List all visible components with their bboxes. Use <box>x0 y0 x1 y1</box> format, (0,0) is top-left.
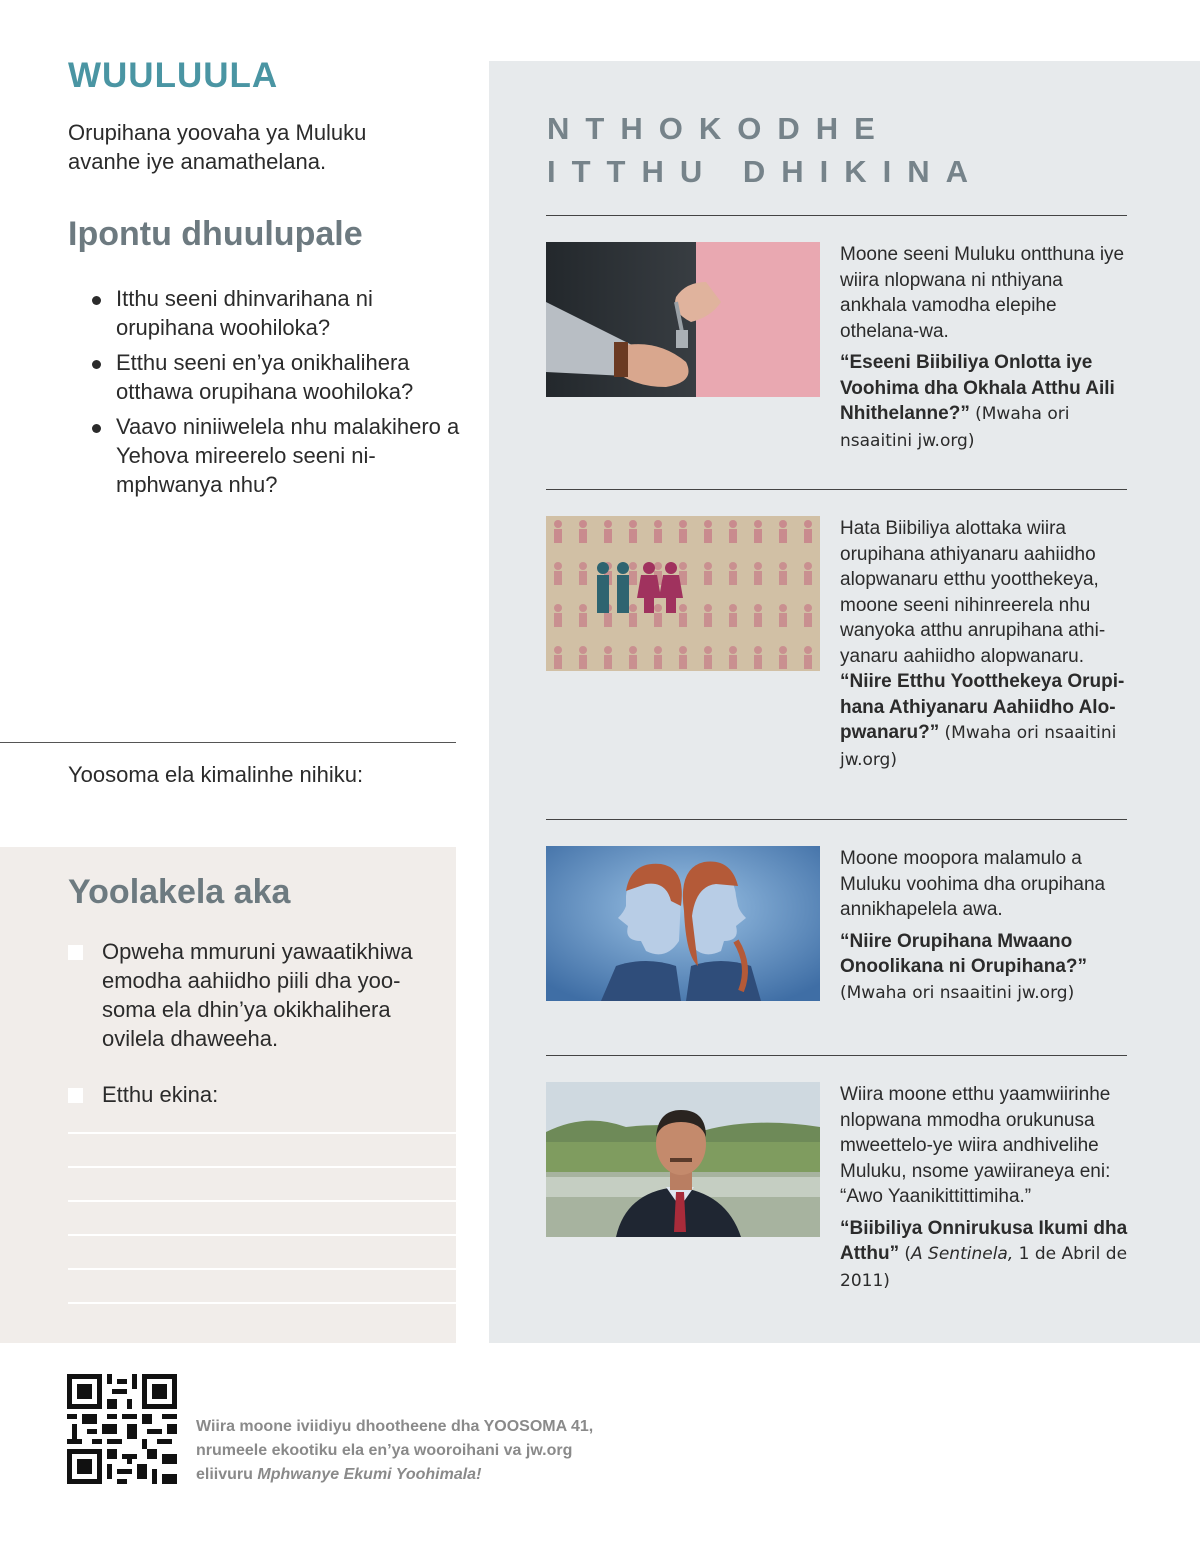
section-divider <box>546 819 1127 820</box>
summary-text: Orupihana yoovaha ya Muluku avanhe iye anamathelana. <box>68 120 367 174</box>
goal-checkbox-item[interactable] <box>68 1080 438 1109</box>
goal-divider <box>0 742 456 743</box>
review-item: Etthu seeni en’ya onikhalihera otthawa orupihana woohiloka? <box>92 348 462 406</box>
footer-note: Wiira moone iviidiyu dhootheene dha YOOSOMA 41, nrumeele ekootiku ela en’ya wooroihani va jw.org eliivuru Mphwanye Ekumi Yoohimala! <box>196 1418 594 1483</box>
write-line[interactable] <box>68 1234 456 1236</box>
explore-title: NTHOKODHE ITTHU DHIKINA <box>547 111 985 189</box>
write-line[interactable] <box>68 1166 456 1168</box>
resource-reference[interactable] <box>840 350 1132 454</box>
review-list <box>92 284 462 505</box>
resource-reference[interactable] <box>840 669 1132 773</box>
write-line[interactable] <box>68 1200 456 1202</box>
explore-panel <box>489 61 1200 1343</box>
write-line[interactable] <box>68 1132 456 1134</box>
resource-ref-source: (Mwaha ori nsaaitini jw.org) <box>840 982 1075 1003</box>
resource-description: Moone seeni Muluku ontthuna iye wiira nlopwana ni nthiyana ankhala vamodha elepihe othelana-wa. <box>840 244 1125 342</box>
resource-ref-source: (Mwaha ori nsaaitini jw.org) <box>840 404 1070 451</box>
people-icons-pattern <box>546 516 820 671</box>
checkbox-icon[interactable] <box>68 1088 83 1103</box>
goal-checkbox-label: Opweha mmuruni yawaatikhiwa emodha aahiidho piili dha yoosoma ela dhin’ya okikhalihera ovilela dhaweeha. <box>102 939 413 1051</box>
achieved-panel <box>0 847 456 1343</box>
resource-description: Moone moopora malamulo a Muluku voohima dha orupihana annikhapelela awa. <box>840 848 1106 920</box>
bullet-icon <box>92 296 101 305</box>
write-line[interactable] <box>68 1302 456 1304</box>
bullet-icon <box>92 360 101 369</box>
resource-ref-title[interactable]: “Eseeni Biibiliya Onlotta iye Voohima dha Okhala Atthu Aili Nhithelanne?” <box>840 352 1115 424</box>
resource-description: Hata Biibiliya alottaka wiira orupihana athiyanaru aahiidho alopwanaru etthu yootthekeya, moone seeni nihinreerela nhu wanyoka atthu anrupihana athiyanaru aahiidho alopwanaru. <box>840 518 1106 667</box>
resource-ref-source: (A Sentinela, 1 de Abril de 2011) <box>840 1244 1128 1291</box>
checkbox-icon[interactable] <box>68 945 83 960</box>
keys-handover-photo <box>546 242 820 397</box>
write-line[interactable] <box>68 1268 456 1270</box>
summary-title: WUULUULA <box>68 56 279 95</box>
resource-ref-title[interactable]: “Niire Etthu Yootthekeya Orupihana Athiyanaru Aahiidho Alopwanaru?” <box>840 671 1125 743</box>
section-divider <box>546 489 1127 490</box>
resource-body <box>840 846 1132 1006</box>
resource-body <box>840 1082 1132 1294</box>
goal-date-label[interactable]: Yoosoma ela kimalinhe nihiku: <box>68 762 364 787</box>
resource-body <box>840 516 1132 773</box>
resource-ref-title[interactable]: “Biibiliya Onnirukusa Ikumi dha Atthu” <box>840 1217 1128 1264</box>
achieved-title: Yoolakela aka <box>68 873 291 911</box>
qr-code-icon[interactable] <box>67 1374 177 1484</box>
bullet-icon <box>92 424 101 433</box>
goal-checkbox-item[interactable] <box>68 937 438 1053</box>
section-divider <box>546 1055 1127 1056</box>
review-title: Ipontu dhuulupale <box>68 215 363 253</box>
resource-ref-source: (Mwaha ori nsaaitini jw.org) <box>840 723 1117 770</box>
man-portrait-photo <box>546 1082 820 1237</box>
goal-checkbox-label: Etthu ekina: <box>102 1082 219 1107</box>
man-woman-profiles-illustration <box>546 846 820 1001</box>
review-item: Vaavo niniiwelela nhu malakihero a Yehova mireerelo seeni nimphwanya nhu? <box>92 412 462 499</box>
resource-ref-title[interactable]: “Niire Orupihana Mwaano Onoolikana ni Orupihana?” <box>840 930 1088 977</box>
section-divider <box>546 215 1127 216</box>
resource-reference[interactable] <box>840 929 1132 1007</box>
resource-reference[interactable] <box>840 1216 1132 1295</box>
resource-description: Wiira moone etthu yaamwiirinhe nlopwana mmodha orukunusa mweettelo-ye wiira andhivelihe Muluku, nsome yawiiraneya eni: “Awo Yaanikittittimiha.” <box>840 1084 1111 1207</box>
review-item: Itthu seeni dhinvarihana ni orupihana woohiloka? <box>92 284 462 342</box>
resource-body <box>840 242 1132 454</box>
